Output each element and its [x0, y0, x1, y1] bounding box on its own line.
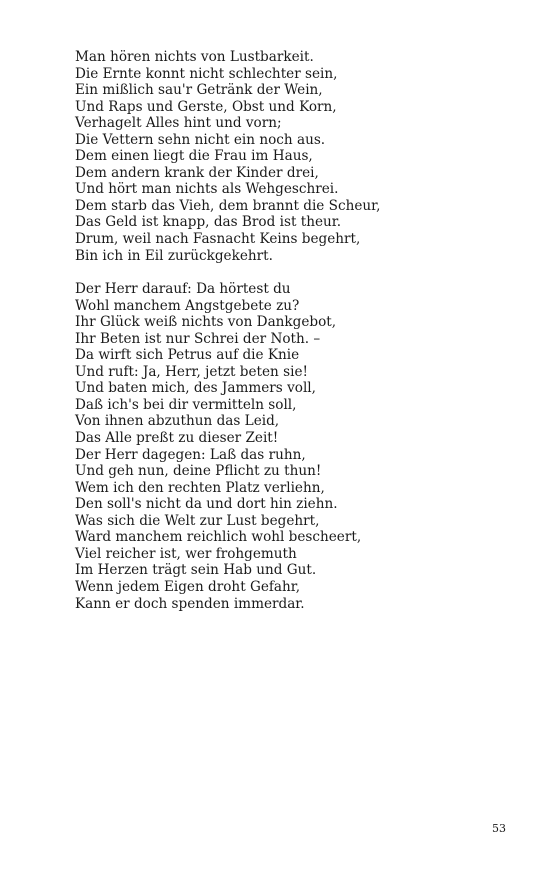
poem-line: Da wirft sich Petrus auf die Knie [75, 347, 300, 364]
poem-line: Was sich die Welt zur Lust begehrt, [75, 512, 320, 529]
poem-line: Dem einen liegt die Frau im Haus, [75, 148, 313, 165]
poem-line: Wem ich den rechten Platz verliehn, [75, 479, 325, 496]
poem-line: Und baten mich, des Jammers voll, [75, 380, 316, 397]
stanza-2 [75, 281, 515, 612]
poem-line: Wohl manchem Angstgebete zu? [75, 297, 300, 314]
poem-line: Und geh nun, deine Pflicht zu thun! [75, 463, 322, 480]
poem-line: Wenn jedem Eigen droht Gefahr, [75, 578, 301, 595]
poem-line: Der Herr dagegen: Laß das ruhn, [75, 446, 306, 463]
poem-line: Drum, weil nach Fasnacht Keins begehrt, [75, 231, 361, 248]
poem-line: Die Ernte konnt nicht schlechter sein, [75, 65, 338, 82]
poem-line: Man hören nichts von Lustbarkeit. [75, 49, 314, 65]
poem-line: Der Herr darauf: Da hörtest du [75, 281, 291, 298]
poem-line: Die Vettern sehn nicht ein noch aus. [75, 131, 326, 148]
poem-line: Und hört man nichts als Wehgeschrei. [75, 181, 339, 198]
stanza-1 [75, 49, 515, 264]
poem-line: Ward manchem reichlich wohl bescheert, [75, 529, 362, 546]
poem-line: Von ihnen abzuthun das Leid, [75, 413, 280, 430]
poem-line: Das Alle preßt zu dieser Zeit! [75, 430, 279, 447]
poem-line: Kann er doch spenden immerdar. [75, 595, 305, 612]
poem-line: Dem andern krank der Kinder drei, [75, 164, 319, 181]
poem-line: Verhagelt Alles hint und vorn; [75, 115, 282, 132]
poem-line: Ihr Beten ist nur Schrei der Noth. – [75, 330, 321, 347]
poem-line: Im Herzen trägt sein Hab und Gut. [75, 562, 317, 579]
poem-text [75, 49, 515, 612]
poem-line: Ein mißlich sau'r Getränk der Wein, [75, 82, 323, 99]
poem-line: Den soll's nicht da und dort hin ziehn. [75, 496, 338, 513]
poem-line: Bin ich in Eil zurückgekehrt. [75, 247, 273, 264]
poem-line: Viel reicher ist, wer frohgemuth [75, 545, 297, 562]
poem-line: Und Raps und Gerste, Obst und Korn, [75, 98, 337, 115]
poem-line: Und ruft: Ja, Herr, jetzt beten sie! [75, 363, 308, 380]
poem-line: Daß ich's bei dir vermitteln soll, [75, 396, 297, 413]
poem-line: Das Geld ist knapp, das Brod ist theur. [75, 214, 342, 231]
poem-line: Ihr Glück weiß nichts von Dankgebot, [75, 314, 337, 331]
page-number: 53 [492, 822, 506, 835]
poem-line: Dem starb das Vieh, dem brannt die Scheur, [75, 197, 381, 214]
